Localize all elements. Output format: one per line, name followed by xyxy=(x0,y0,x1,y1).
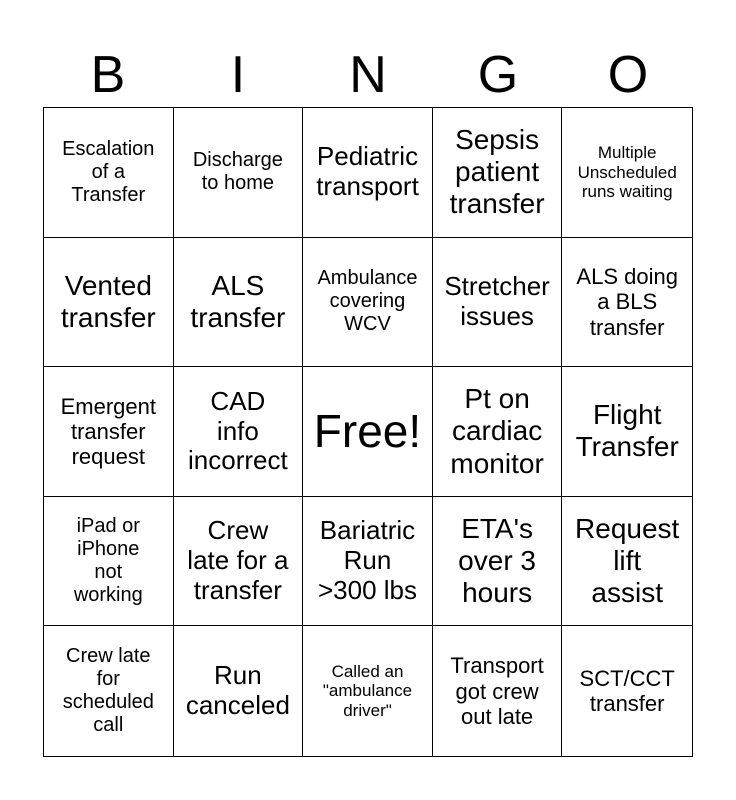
free-space[interactable] xyxy=(303,367,433,497)
cell-text: Transport got crew out late xyxy=(450,653,544,729)
cell-text: Stretcher issues xyxy=(444,271,550,331)
bingo-cell[interactable] xyxy=(303,626,433,756)
cell-text: Crew late for a transfer xyxy=(187,515,289,606)
cell-text: Run canceled xyxy=(185,660,290,721)
bingo-cell[interactable] xyxy=(433,108,563,238)
bingo-cell[interactable] xyxy=(562,497,692,627)
bingo-cell[interactable] xyxy=(174,497,304,627)
header-letter-n: N xyxy=(349,46,387,104)
cell-text: Ambulance covering WCV xyxy=(317,267,418,336)
cell-text: Crew late for scheduled call xyxy=(62,645,154,737)
bingo-cell[interactable] xyxy=(303,108,433,238)
bingo-cell[interactable] xyxy=(174,238,304,368)
bingo-cell[interactable] xyxy=(174,108,304,238)
header-letter-i: I xyxy=(230,46,246,104)
header-letter-b: B xyxy=(90,46,126,104)
cell-text: Request lift assist xyxy=(575,512,680,609)
cell-text: Escalation of a Transfer xyxy=(62,137,155,206)
bingo-cell[interactable] xyxy=(433,238,563,368)
bingo-cell[interactable] xyxy=(562,626,692,756)
cell-text: Emergent transfer request xyxy=(60,393,156,470)
header-letter-g: G xyxy=(477,46,519,104)
bingo-cell[interactable] xyxy=(174,626,304,756)
cell-text: Bariatric Run >300 lbs xyxy=(317,515,417,606)
cell-text: Multiple Unscheduled runs waiting xyxy=(577,142,677,202)
bingo-cell[interactable] xyxy=(44,626,174,756)
cell-text: Sepsis patient transfer xyxy=(449,124,545,220)
cell-text: Flight Transfer xyxy=(575,399,679,463)
bingo-cell[interactable] xyxy=(562,367,692,497)
bingo-cell[interactable] xyxy=(433,626,563,756)
bingo-header xyxy=(43,42,693,108)
cell-text: Vented transfer xyxy=(60,269,156,333)
bingo-cell[interactable] xyxy=(174,367,304,497)
free-space-label: Free! xyxy=(313,405,422,458)
bingo-cell[interactable] xyxy=(303,238,433,368)
cell-text: Discharge to home xyxy=(192,149,283,195)
cell-text: Pediatric transport xyxy=(316,141,419,202)
bingo-cell[interactable] xyxy=(44,108,174,238)
bingo-cell[interactable] xyxy=(44,238,174,368)
bingo-cell[interactable] xyxy=(562,238,692,368)
bingo-board xyxy=(43,107,693,757)
bingo-cell[interactable] xyxy=(303,497,433,627)
cell-text: ALS doing a BLS transfer xyxy=(576,263,678,340)
cell-text: iPad or iPhone not working xyxy=(73,515,143,607)
header-letter-o: O xyxy=(607,46,649,104)
bingo-cell[interactable] xyxy=(433,497,563,627)
cell-text: SCT/CCT transfer xyxy=(579,665,675,717)
bingo-cell[interactable] xyxy=(44,367,174,497)
cell-text: Pt on cardiac monitor xyxy=(450,383,544,479)
bingo-cell[interactable] xyxy=(44,497,174,627)
cell-text: ALS transfer xyxy=(190,269,286,333)
cell-text: Called an "ambulance driver" xyxy=(322,661,413,720)
cell-text: CAD info incorrect xyxy=(188,385,288,476)
bingo-cell[interactable] xyxy=(562,108,692,238)
bingo-cell[interactable] xyxy=(433,367,563,497)
cell-text: ETA's over 3 hours xyxy=(458,512,536,609)
